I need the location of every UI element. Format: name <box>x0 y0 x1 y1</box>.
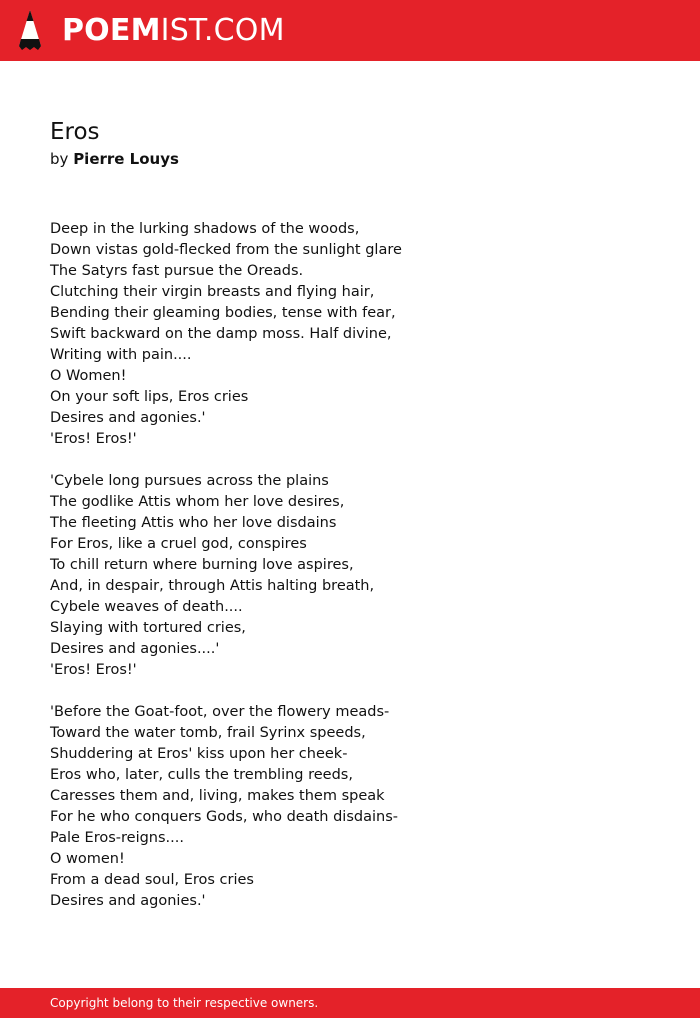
poem-line: Bending their gleaming bodies, tense with fear, <box>50 305 396 321</box>
poem-line: O women! <box>50 851 125 867</box>
poem-line: Slaying with tortured cries, <box>50 620 246 636</box>
poem-line: 'Eros! Eros!' <box>50 431 137 447</box>
poem-line: 'Cybele long pursues across the plains <box>50 473 329 489</box>
poem-line: O Women! <box>50 368 127 384</box>
copyright-text: Copyright belong to their respective owners. <box>50 996 319 1010</box>
poem-line: Desires and agonies....' <box>50 641 220 657</box>
poem-line: Pale Eros-reigns.... <box>50 830 184 846</box>
poem-line: Caresses them and, living, makes them speak <box>50 788 385 804</box>
poem-line: Toward the water tomb, frail Syrinx speeds, <box>50 725 366 741</box>
author-name: Pierre Louys <box>73 150 179 168</box>
poem-line: Shuddering at Eros' kiss upon her cheek- <box>50 746 348 762</box>
poem-line: The fleeting Attis who her love disdains <box>50 515 337 531</box>
poem-line: The Satyrs fast pursue the Oreads. <box>50 263 304 279</box>
poem-title: Eros <box>50 119 100 145</box>
poem-line: Cybele weaves of death.... <box>50 599 243 615</box>
poem-line: For Eros, like a cruel god, conspires <box>50 536 307 552</box>
poem-line: Desires and agonies.' <box>50 410 206 426</box>
poem-line: 'Before the Goat-foot, over the flowery meads- <box>50 704 390 720</box>
poem-line: From a dead soul, Eros cries <box>50 872 254 888</box>
poem-line: To chill return where burning love aspires, <box>50 557 354 573</box>
pencil-tip-icon[interactable] <box>18 9 42 51</box>
brand-light: IST.COM <box>160 13 285 48</box>
brand-bold: POEM <box>62 13 161 48</box>
poem-line: The godlike Attis whom her love desires, <box>50 494 345 510</box>
poem-line: Desires and agonies.' <box>50 893 206 909</box>
stanza-break <box>50 450 650 471</box>
site-logo-text[interactable] <box>62 13 285 49</box>
poem-line: For he who conquers Gods, who death disdains- <box>50 809 398 825</box>
site-header <box>0 0 700 61</box>
poem-line: And, in despair, through Attis halting breath, <box>50 578 375 594</box>
site-footer <box>0 988 700 1018</box>
stanza-break <box>50 681 650 702</box>
poem-line: On your soft lips, Eros cries <box>50 389 249 405</box>
poem-body <box>50 219 650 912</box>
byline <box>50 148 179 170</box>
poem-line: Eros who, later, culls the trembling reeds, <box>50 767 353 783</box>
byline-prefix: by <box>50 150 69 168</box>
poem-line: Down vistas gold-flecked from the sunlight glare <box>50 242 402 258</box>
poem-line: Writing with pain.... <box>50 347 192 363</box>
poem-line: Deep in the lurking shadows of the woods, <box>50 221 360 237</box>
poem-line: 'Eros! Eros!' <box>50 662 137 678</box>
poem-line: Swift backward on the damp moss. Half divine, <box>50 326 392 342</box>
poem-line: Clutching their virgin breasts and flying hair, <box>50 284 375 300</box>
